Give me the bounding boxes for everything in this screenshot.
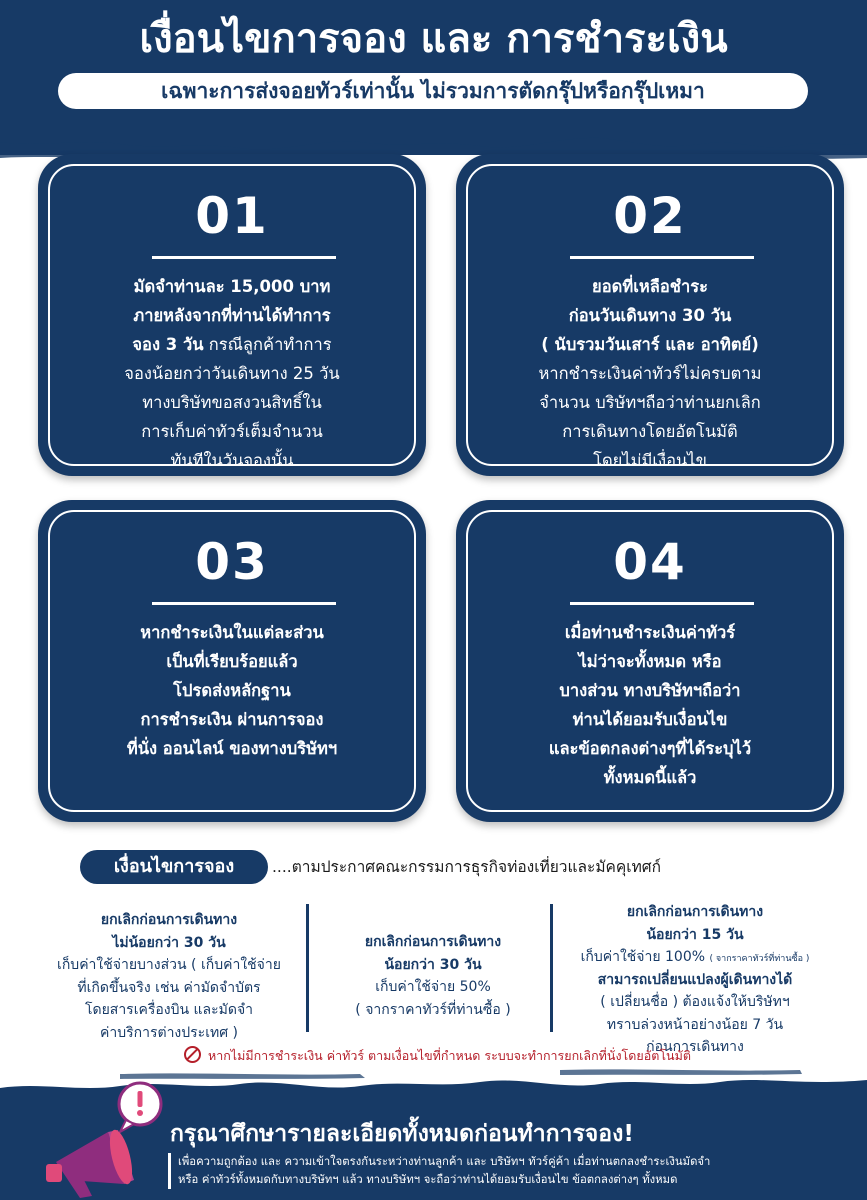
footer-title: กรุณาศึกษารายละเอียดทั้งหมดก่อนทำการจอง! [170,1121,634,1147]
subtitle-text: เฉพาะการส่งจอยทัวร์เท่านั้น ไม่รวมการตัดกรุ๊ปหรือกรุ๊ปเหมา [161,79,705,103]
card-divider [152,602,336,605]
footer-line: เพื่อความถูกต้อง และ ความเข้าใจตรงกันระหว่างท่านลูกค้า และ บริษัทฯ ทัวร์คู่ค้า เมื่อท่านตกลงชำระเงินมัดจำ [178,1155,711,1168]
card-divider [152,256,336,259]
card-line-text: ( นับรวมวันเสาร์ และ อาทิตย์) [541,335,759,354]
card-line-text: หากชำระเงินในแต่ละส่วน [140,623,324,642]
condition-line: ยกเลิกก่อนการเดินทาง [364,934,502,950]
condition-line: ( เปลี่ยนชื่อ ) ต้องแจ้งให้บริษัทฯ [600,994,790,1010]
card-frame [48,510,416,812]
footer-accent-bar [168,1153,171,1189]
condition-line: ค่าบริการต่างประเทศ ) [99,1024,239,1041]
card-line-text: ทางบริษัทขอสงวนสิทธิ์ใน [142,393,322,412]
card-line-text: การเก็บค่าทัวร์เต็มจำนวน [141,422,323,441]
card-divider [570,602,754,605]
card-text [64,618,400,763]
card-number: 01 [195,187,269,245]
card-line-text: จองน้อยกว่าวันเดินทาง 25 วัน [124,364,340,383]
card-text [482,618,818,792]
cancel-condition-under-30 [318,932,548,1022]
card-divider [570,256,754,259]
condition-line: ไม่น้อยกว่า 30 วัน [112,934,226,951]
card-line-text: ทั้งหมดนี้แล้ว [603,768,697,787]
condition-line: น้อยกว่า 15 วัน [646,926,744,943]
condition-line: ทราบล่วงหน้าอย่างน้อย 7 วัน [606,1016,784,1033]
card-line-text: การเดินทางโดยอัตโนมัติ [562,422,738,441]
card-line-text: บางส่วน ทางบริษัทฯถือว่า [559,681,741,700]
condition-line: โดยสารเครื่องบิน และมัดจำ [84,1002,254,1018]
footer-line: หรือ ค่าทัวร์ทั้งหมดกับทางบริษัทฯ แล้ว ทางบริษัทฯ จะถือว่าท่านได้ยอมรับเงื่อนไข ข้อตกลงต่างๆ ทั้งหมด [178,1173,678,1186]
card-frame [466,510,834,812]
cancel-condition-under-15 [560,902,830,1060]
condition-card-1 [38,154,426,476]
card-line-text: ก่อนวันเดินทาง 30 วัน [568,306,732,325]
card-number: 03 [195,533,269,591]
card-line-text: เป็นที่เรียบร้อยแล้ว [166,652,298,671]
card-number: 04 [613,533,687,591]
condition-card-2 [456,154,844,476]
condition-line: ยกเลิกก่อนการเดินทาง [100,912,238,928]
card-line-text: เมื่อท่านชำระเงินค่าทัวร์ [564,623,736,642]
booking-conditions-heading: ....ตามประกาศคณะกรรมการธุรกิจท่องเที่ยวและมัคคุเทศก์ [272,858,662,876]
speech-bubble-exclamation-icon [138,1091,143,1107]
column-divider [306,904,309,1032]
card-frame [48,164,416,470]
condition-line: ที่เกิดขึ้นจริง เช่น ค่ามัดจำบัตร [77,979,261,996]
condition-line: ก่อนการเดินทาง [646,1039,744,1055]
column-divider [550,904,553,1032]
no-entry-icon [184,1046,201,1063]
card-text [482,272,818,475]
card-line-text: หากชำระเงินค่าทัวร์ไม่ครบตาม [538,364,762,383]
condition-line: ยกเลิกก่อนการเดินทาง [626,904,764,920]
card-line-text: และข้อตกลงต่างๆที่ได้ระบุไว้ [548,739,752,758]
condition-card-3 [38,500,426,822]
card-line-text: โปรดส่งหลักฐาน [173,681,291,700]
card-frame [466,164,834,470]
card-line-text: การชำระเงิน ผ่านการจอง [140,710,324,729]
card-line-text: โดยไม่มีเงื่อนไข [593,451,707,470]
megaphone-icon [38,1080,178,1200]
card-line-text: ยอดที่เหลือชำระ [592,277,708,296]
card-line-text: ภายหลังจากที่ท่านได้ทำการ [133,306,331,325]
card-line-text: ทันทีในวันจองนั้น [170,451,294,470]
condition-line: น้อยกว่า 30 วัน [384,956,482,973]
card-number: 02 [613,187,687,245]
footer-disclaimer [178,1153,710,1189]
condition-line: ( จากราคาทัวร์ที่ท่านซื้อ ) [355,1001,511,1018]
notice-text: หากไม่มีการชำระเงิน ค่าทัวร์ ตามเงื่อนไขที่กำหนด ระบบจะทำการยกเลิกที่นั่งโดยอัตโนมัติ [207,1048,691,1063]
subtitle-pill [58,73,808,109]
condition-line: เก็บค่าใช้จ่าย 50% [375,979,491,995]
card-line-text: ไม่ว่าจะทั้งหมด หรือ [578,652,722,671]
booking-conditions-pill: เงื่อนไขการจอง [80,850,268,884]
page-title: เงื่อนไขการจอง และ การชำระเงิน [139,16,728,62]
condition-line: สามารถเปลี่ยนแปลงผู้เดินทางได้ [597,971,793,988]
condition-line: เก็บค่าใช้จ่าย 100% ( จากราคาทัวร์ที่ท่านซื้อ ) [580,949,810,965]
condition-line: เก็บค่าใช้จ่ายบางส่วน ( เก็บค่าใช้จ่าย [57,957,281,973]
card-line-text: จำนวน บริษัทฯถือว่าท่านยกเลิก [539,393,761,412]
cancel-condition-30-plus [44,910,294,1045]
card-text [64,272,400,475]
card-line-text: ที่นั่ง ออนไลน์ ของทางบริษัทฯ [126,739,338,758]
card-line-text: ท่านได้ยอมรับเงื่อนไข [572,710,728,729]
card-line-text: มัดจำท่านละ 15,000 บาท [133,277,331,296]
card-line-text: จอง 3 วัน กรณีลูกค้าทำการ [132,335,332,354]
condition-card-4 [456,500,844,822]
